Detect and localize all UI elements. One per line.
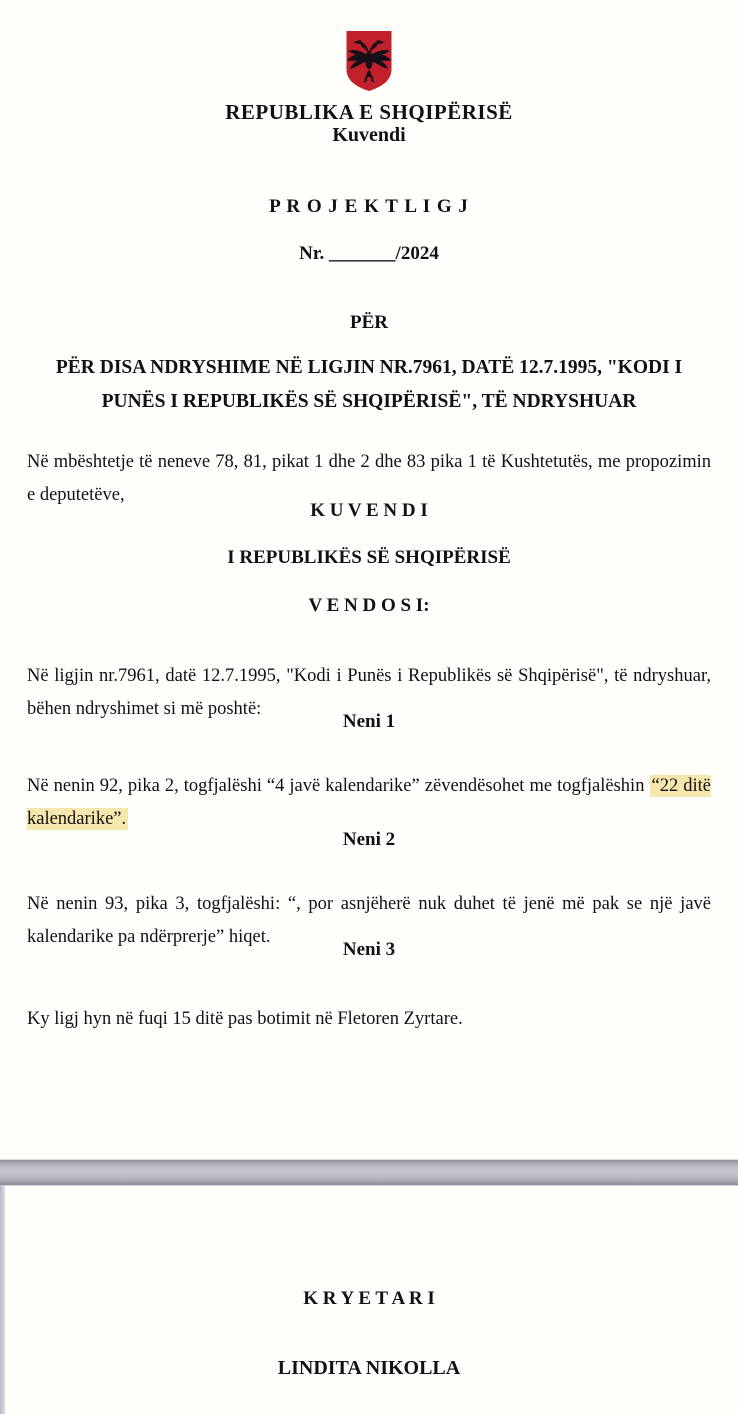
signatory-name: LINDITA NIKOLLA <box>277 1357 461 1379</box>
chairman-role-heading: K R Y E T A R I <box>303 1288 435 1309</box>
doc-number: Nr. _______/2024 <box>299 243 439 264</box>
emblem-container <box>0 30 738 97</box>
vendosi-heading: V E N D O S I: <box>308 595 430 616</box>
article-1-heading: Neni 1 <box>342 711 396 732</box>
article-2-heading: Neni 2 <box>342 829 396 850</box>
article-2-paragraph: Në nenin 93, pika 3, togfjalëshi: “, por asnjëherë nuk duhet të jenë më pak se një javë kalendarike pa ndërprerje” hiqet. <box>27 893 711 947</box>
preamble-paragraph: Në mbështetje të neneve 78, 81, pikat 1 dhe 2 dhe 83 pika 1 të Kushtetutës, me propozimin e deputetëve, <box>27 451 711 505</box>
article-1-highlighted-text: “22 ditë kalendarike”. <box>27 775 711 829</box>
page-break-divider <box>0 1159 738 1186</box>
article-1-text: Në nenin 92, pika 2, togfjalëshi “4 javë kalendarike” zëvendësohet me togfjalëshin <box>27 775 650 796</box>
state-name-heading: REPUBLIKA E SHQIPËRISË <box>225 100 513 124</box>
republic-heading: I REPUBLIKËS SË SHQIPËRISË <box>227 547 511 568</box>
article-3-heading: Neni 3 <box>342 939 396 960</box>
kuvendi-heading: K U V E N D I <box>310 500 428 521</box>
albania-eagle-icon <box>344 30 394 92</box>
doc-type-heading: P R O J E K T L I G J <box>269 196 469 217</box>
intro-paragraph: Në ligjin nr.7961, datë 12.7.1995, "Kodi i Punës i Republikës së Shqipërisë", të ndryshuar, bëhen ndryshimet si më poshtë: <box>27 665 711 719</box>
law-title: PËR DISA NDRYSHIME NË LIGJIN NR.7961, DATË 12.7.1995, "KODI I PUNËS I REPUBLIKËS SË SHQIPËRISË", TË NDRYSHUAR <box>55 357 683 412</box>
per-label: PËR <box>350 312 388 333</box>
article-3-paragraph: Ky ligj hyn në fuqi 15 ditë pas botimit në Fletoren Zyrtare. <box>27 1008 463 1029</box>
article-1-paragraph <box>27 770 711 836</box>
institution-heading: Kuvendi <box>332 124 406 146</box>
